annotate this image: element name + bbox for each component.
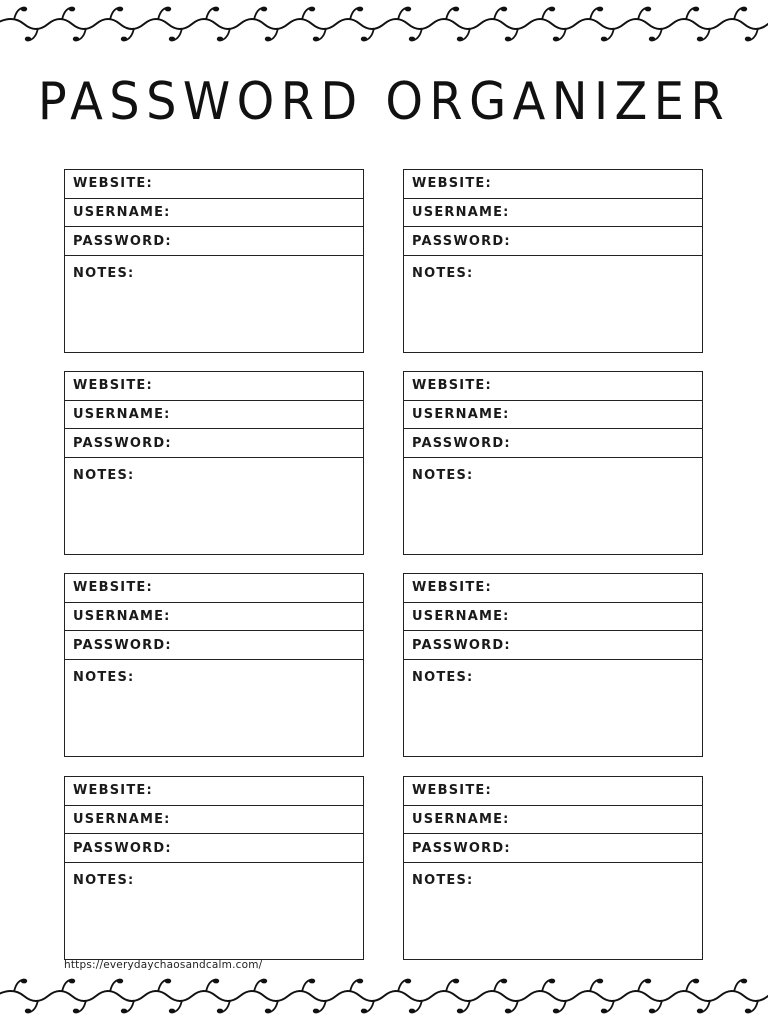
vine-leaf <box>649 1009 655 1014</box>
password-label: PASSWORD: <box>73 637 172 653</box>
vine-leaf <box>117 979 123 984</box>
vine-leaf <box>409 37 415 42</box>
website-field[interactable] <box>65 777 363 806</box>
vine-leaf <box>697 1009 703 1014</box>
username-field[interactable] <box>404 806 702 835</box>
website-label: WEBSITE: <box>412 378 492 394</box>
notes-field[interactable] <box>65 256 363 281</box>
vine-leaf <box>505 1009 511 1014</box>
website-field[interactable] <box>404 170 702 199</box>
password-label: PASSWORD: <box>73 840 172 856</box>
vine-leaf <box>165 7 171 12</box>
website-field[interactable] <box>404 574 702 603</box>
username-field[interactable] <box>65 199 363 228</box>
password-field[interactable] <box>65 429 363 458</box>
password-label: PASSWORD: <box>73 435 172 451</box>
password-field[interactable] <box>404 227 702 256</box>
vine-leaf <box>405 7 411 12</box>
username-label: USERNAME: <box>412 812 510 828</box>
vine-leaf <box>169 1009 175 1014</box>
vine-leaf <box>265 37 271 42</box>
website-field[interactable] <box>404 372 702 401</box>
vine-leaf <box>361 37 367 42</box>
vine-leaf <box>741 979 747 984</box>
vine-leaf <box>21 7 27 12</box>
password-field[interactable] <box>65 227 363 256</box>
username-label: USERNAME: <box>412 205 510 221</box>
notes-label: NOTES: <box>412 468 474 484</box>
notes-field[interactable] <box>65 458 363 483</box>
notes-label: NOTES: <box>412 670 474 686</box>
notes-label: NOTES: <box>73 873 135 889</box>
notes-field[interactable] <box>65 863 363 888</box>
username-label: USERNAME: <box>73 205 171 221</box>
username-field[interactable] <box>404 401 702 430</box>
vine-leaf <box>213 7 219 12</box>
vine-leaf <box>745 1009 751 1014</box>
vine-leaf <box>697 37 703 42</box>
vine-leaf <box>361 1009 367 1014</box>
vine-leaf <box>261 979 267 984</box>
vine-leaf <box>69 7 75 12</box>
username-field[interactable] <box>404 199 702 228</box>
notes-field[interactable] <box>404 256 702 281</box>
vine-leaf <box>597 7 603 12</box>
vine-leaf <box>121 1009 127 1014</box>
username-label: USERNAME: <box>73 609 171 625</box>
vine-leaf <box>121 37 127 42</box>
username-field[interactable] <box>404 603 702 632</box>
vine-leaf <box>501 7 507 12</box>
website-field[interactable] <box>404 777 702 806</box>
password-card <box>403 371 703 555</box>
vine-leaf <box>645 979 651 984</box>
password-field[interactable] <box>65 834 363 863</box>
vine-stem <box>0 19 768 29</box>
vine-leaf <box>549 979 555 984</box>
password-field[interactable] <box>404 429 702 458</box>
website-field[interactable] <box>65 372 363 401</box>
vine-leaf <box>25 37 31 42</box>
notes-label: NOTES: <box>73 468 135 484</box>
website-label: WEBSITE: <box>412 783 492 799</box>
vine-leaf <box>601 1009 607 1014</box>
vine-leaf <box>313 1009 319 1014</box>
vine-leaf <box>25 1009 31 1014</box>
vine-leaf <box>553 37 559 42</box>
vine-leaf <box>117 7 123 12</box>
page-title: PASSWORD ORGANIZER <box>37 72 731 132</box>
password-card <box>64 169 364 353</box>
vine-leaf <box>261 7 267 12</box>
password-field[interactable] <box>65 631 363 660</box>
username-label: USERNAME: <box>412 609 510 625</box>
website-field[interactable] <box>65 170 363 199</box>
password-card <box>64 371 364 555</box>
password-field[interactable] <box>404 834 702 863</box>
vine-leaf <box>505 37 511 42</box>
notes-label: NOTES: <box>412 873 474 889</box>
username-field[interactable] <box>65 603 363 632</box>
password-card <box>64 573 364 757</box>
website-label: WEBSITE: <box>412 580 492 596</box>
notes-label: NOTES: <box>73 266 135 282</box>
password-label: PASSWORD: <box>412 233 511 249</box>
password-label: PASSWORD: <box>412 435 511 451</box>
username-label: USERNAME: <box>412 407 510 423</box>
website-label: WEBSITE: <box>412 176 492 192</box>
vine-leaf <box>501 979 507 984</box>
notes-field[interactable] <box>404 458 702 483</box>
vine-leaf <box>457 37 463 42</box>
username-label: USERNAME: <box>73 812 171 828</box>
vine-leaf <box>309 7 315 12</box>
vine-leaf <box>313 37 319 42</box>
vine-leaf <box>357 7 363 12</box>
notes-label: NOTES: <box>73 670 135 686</box>
website-label: WEBSITE: <box>73 378 153 394</box>
website-label: WEBSITE: <box>73 783 153 799</box>
website-label: WEBSITE: <box>73 176 153 192</box>
vine-leaf <box>549 7 555 12</box>
vine-leaf <box>693 979 699 984</box>
vine-leaf <box>21 979 27 984</box>
vine-leaf <box>553 1009 559 1014</box>
vine-leaf <box>745 37 751 42</box>
vine-leaf <box>73 37 79 42</box>
password-field[interactable] <box>404 631 702 660</box>
notes-field[interactable] <box>404 660 702 685</box>
vine-border-bottom <box>0 972 768 1020</box>
vine-leaf <box>453 979 459 984</box>
vine-leaf <box>601 37 607 42</box>
notes-field[interactable] <box>65 660 363 685</box>
vine-leaf <box>693 7 699 12</box>
vine-leaf <box>645 7 651 12</box>
notes-label: NOTES: <box>412 266 474 282</box>
vine-leaf <box>217 1009 223 1014</box>
username-field[interactable] <box>65 401 363 430</box>
vine-leaf <box>213 979 219 984</box>
vine-leaf <box>73 1009 79 1014</box>
vine-leaf <box>649 37 655 42</box>
vine-leaf <box>457 1009 463 1014</box>
website-label: WEBSITE: <box>73 580 153 596</box>
vine-leaf <box>453 7 459 12</box>
password-label: PASSWORD: <box>73 233 172 249</box>
vine-leaf <box>165 979 171 984</box>
password-card <box>403 776 703 960</box>
username-label: USERNAME: <box>73 407 171 423</box>
vine-leaf <box>409 1009 415 1014</box>
notes-field[interactable] <box>404 863 702 888</box>
vine-leaf <box>217 37 223 42</box>
vine-leaf <box>265 1009 271 1014</box>
password-label: PASSWORD: <box>412 637 511 653</box>
footer-url[interactable]: https://everydaychaosandcalm.com/ <box>64 959 263 971</box>
username-field[interactable] <box>65 806 363 835</box>
vine-leaf <box>405 979 411 984</box>
password-card <box>403 573 703 757</box>
password-label: PASSWORD: <box>412 840 511 856</box>
vine-leaf <box>357 979 363 984</box>
password-card <box>403 169 703 353</box>
vine-leaf <box>309 979 315 984</box>
password-card <box>64 776 364 960</box>
vine-stem <box>0 991 768 1001</box>
website-field[interactable] <box>65 574 363 603</box>
vine-leaf <box>741 7 747 12</box>
vine-leaf <box>597 979 603 984</box>
vine-leaf <box>169 37 175 42</box>
vine-leaf <box>69 979 75 984</box>
vine-border-top <box>0 0 768 48</box>
